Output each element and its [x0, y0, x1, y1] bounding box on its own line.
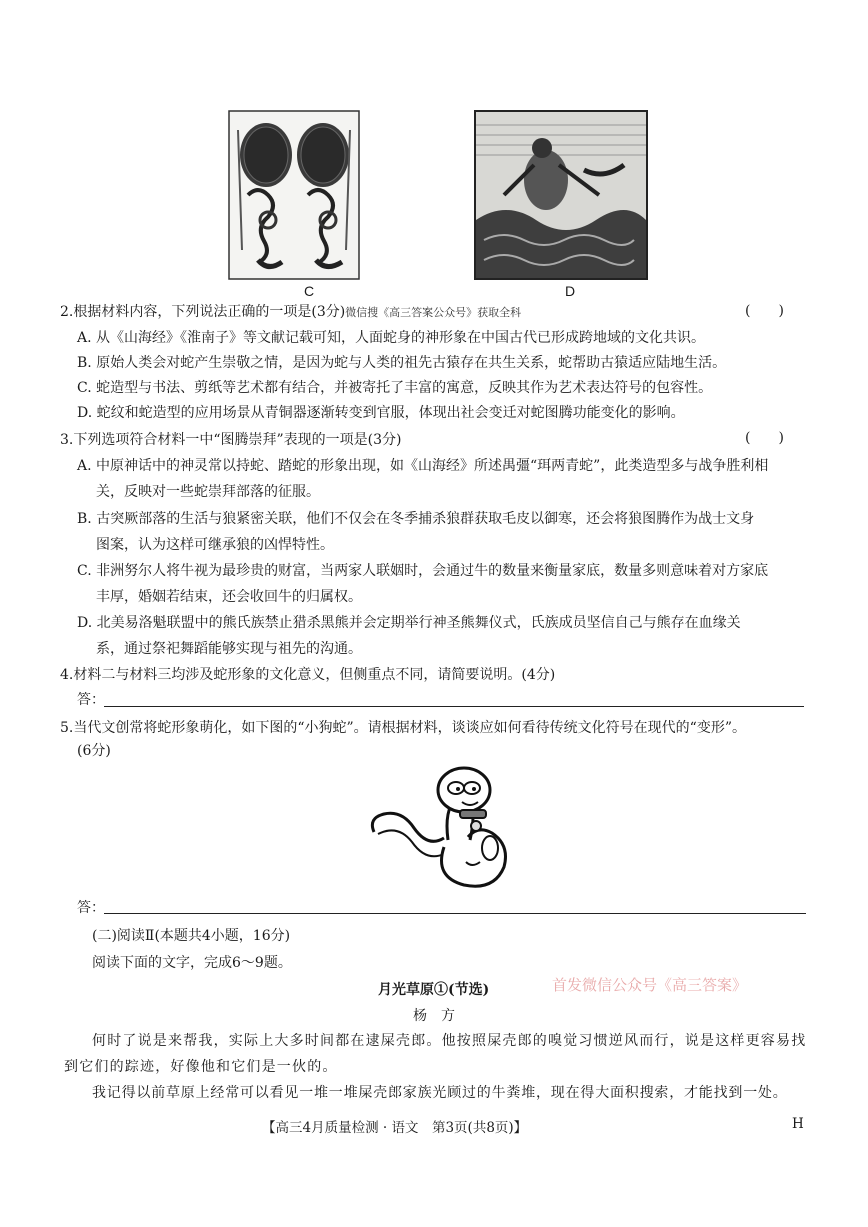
question-2-answer-bracket: ( ): [745, 303, 784, 319]
footer-text: 【高三4月质量检测 · 语文 第3页(共8页)】: [262, 1120, 528, 1136]
question-2-option-c: C. 蛇造型与书法、剪纸等艺术都有结合，并被寄托了丰富的寓意，反映其作为艺术表达符号的包容性。: [77, 380, 713, 396]
figure-d-image: [474, 110, 648, 280]
section-instruction: 阅读下面的文字，完成6～9题。: [92, 955, 292, 971]
question-3-option-d-line1: D. 北美易洛魁联盟中的熊氏族禁止猎杀黑熊并会定期举行神圣熊舞仪式，氏族成员坚信自己与熊存在血缘关: [77, 615, 741, 631]
question-4-stem: 4.材料二与材料三均涉及蛇形象的文化意义，但侧重点不同，请简要说明。(4分): [60, 667, 556, 683]
question-5-stem: 5.当代文创常将蛇形象萌化，如下图的“小狗蛇”。请根据材料，谈谈应如何看待传统文化符号在现代的“变形”。: [60, 720, 746, 736]
figure-c-image: [228, 110, 360, 280]
question-2-option-b: B. 原始人类会对蛇产生崇敬之情，是因为蛇与人类的祖先古猿存在共生关系，蛇帮助古猿适应陆地生活。: [77, 355, 727, 371]
passage-title: 月光草原①(节选): [378, 982, 490, 998]
question-2-note: 微信搜《高三答案公众号》获取全科: [345, 306, 522, 319]
passage-paragraph-2: 我记得以前草原上经常可以看见一堆一堆屎壳郎家族光顾过的牛粪堆，现在得大面积搜索，才能找到一处。: [92, 1085, 788, 1101]
passage-paragraph-1-line-1: 何时了说是来帮我，实际上大多时间都在逮屎壳郎。他按照屎壳郎的嗅觉习惯逆风而行，说是这样更容易找: [92, 1033, 807, 1049]
question-4-answer-line[interactable]: [104, 706, 804, 707]
passage-paragraph-1-line-2: 到它们的踪迹，好像他和它们是一伙的。: [64, 1059, 338, 1075]
figure-c-label: C: [304, 283, 315, 299]
question-4-answer-label: 答：: [77, 692, 105, 708]
question-3-option-c-line1: C. 非洲努尔人将牛视为最珍贵的财富，当两家人联姻时，会通过牛的数量来衡量家底，数量多则意味着对方家底: [77, 563, 769, 579]
question-3-option-a-line2: 关，反映对一些蛇崇拜部落的征服。: [96, 484, 320, 500]
question-5-answer-line[interactable]: [104, 913, 806, 914]
question-3-option-d-line2: 系，通过祭祀舞蹈能够实现与祖先的沟通。: [96, 641, 362, 657]
question-2-stem: [60, 302, 521, 323]
question-3-option-b-line1: B. 古突厥部落的生活与狼紧密关联，他们不仅会在冬季捕杀狼群获取毛皮以御寒，还会将狼图腾作为战士文身: [77, 511, 755, 527]
question-3-option-a-line1: A. 中原神话中的神灵常以持蛇、踏蛇的形象出现，如《山海经》所述禺彊“珥两青蛇”，此类造型多与战争胜利相: [77, 458, 769, 474]
question-2-option-d: D. 蛇纹和蛇造型的应用场景从青铜器逐渐转变到官服，体现出社会变迁对蛇图腾功能变化的影响。: [77, 405, 685, 421]
passage-author: 杨 方: [413, 1008, 455, 1024]
question-5-answer-label: 答：: [77, 900, 105, 916]
question-3-option-c-line2: 丰厚，婚姻若结束，还会收回牛的归属权。: [96, 589, 362, 605]
figure-d-label: D: [565, 283, 576, 299]
question-3-option-b-line2: 图案，认为这样可继承狼的凶悍特性。: [96, 537, 334, 553]
section-heading: (二)阅读Ⅱ(本题共4小题，16分): [92, 928, 291, 944]
question-3-stem: 3.下列选项符合材料一中“图腾崇拜”表现的一项是(3分): [60, 432, 402, 448]
cute-snake-illustration: [366, 762, 508, 892]
question-3-answer-bracket: ( ): [745, 430, 784, 446]
footer-code: H: [792, 1116, 804, 1132]
watermark-text: 首发微信公众号《高三答案》: [552, 976, 748, 994]
question-5-points: (6分): [77, 743, 111, 759]
question-2-option-a: A. 从《山海经》《淮南子》等文献记载可知，人面蛇身的神形象在中国古代已形成跨地域的文化共识。: [77, 330, 706, 346]
question-2-text: 2.根据材料内容，下列说法正确的一项是(3分): [60, 304, 346, 320]
